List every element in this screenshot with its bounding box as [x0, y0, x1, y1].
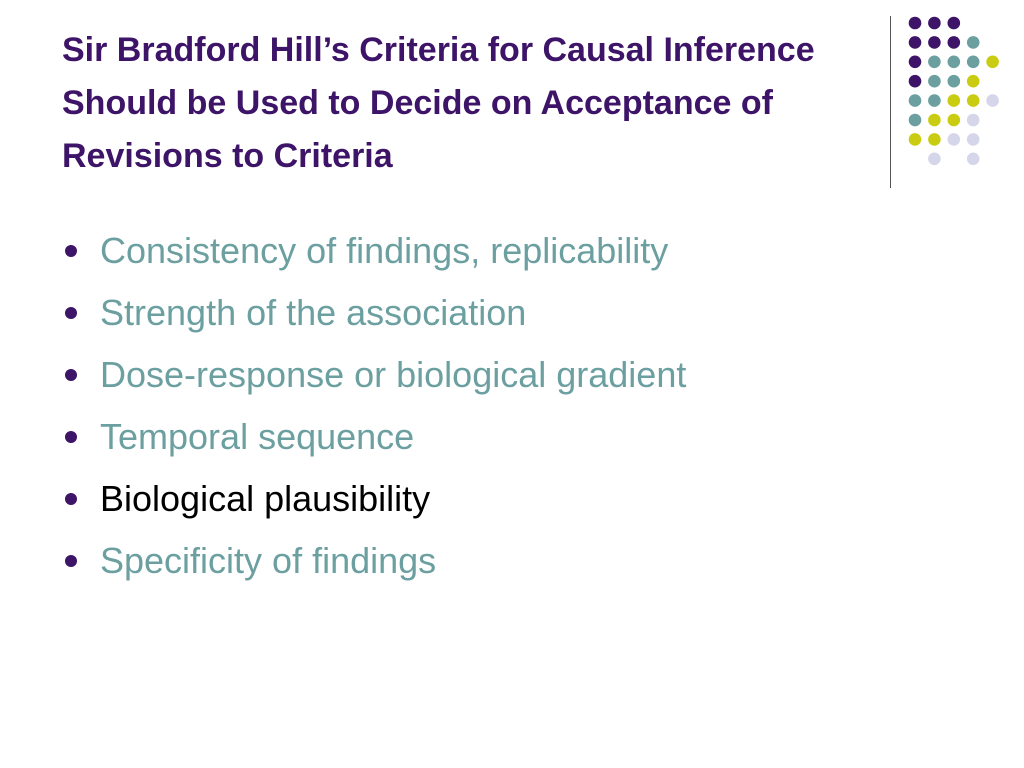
decor-dot — [948, 133, 961, 146]
decor-dot — [948, 17, 961, 30]
decor-dot — [967, 56, 980, 69]
decorative-dot-grid — [907, 16, 1007, 166]
decor-dot — [909, 36, 922, 49]
bullet-text: Consistency of findings, replicability — [100, 230, 669, 271]
decor-dot — [967, 36, 980, 49]
bullet-item — [62, 220, 962, 282]
bullet-marker-icon — [65, 431, 77, 443]
decor-dot — [928, 153, 941, 166]
decor-dot — [928, 36, 941, 49]
decor-dot — [967, 94, 980, 107]
bullet-list — [62, 220, 962, 592]
decor-dot — [909, 114, 922, 127]
decor-dot — [909, 75, 922, 88]
decor-dot — [909, 17, 922, 30]
decor-dot — [909, 133, 922, 146]
decor-dot — [967, 153, 980, 166]
bullet-text: Biological plausibility — [100, 478, 431, 519]
bullet-text: Temporal sequence — [100, 416, 415, 457]
bullet-item — [62, 344, 962, 406]
decor-dot — [928, 17, 941, 30]
bullet-text: Strength of the association — [100, 292, 527, 333]
title-divider-line — [890, 16, 891, 188]
decor-dot — [986, 94, 999, 107]
bullet-marker-icon — [65, 493, 77, 505]
bullet-text: Dose-response or biological gradient — [100, 354, 687, 395]
bullet-marker-icon — [65, 307, 77, 319]
decor-dot — [928, 75, 941, 88]
decor-dot — [928, 133, 941, 146]
bullet-marker-icon — [65, 369, 77, 381]
decor-dot — [928, 94, 941, 107]
decor-dot — [948, 114, 961, 127]
decor-dot — [948, 75, 961, 88]
decor-dot — [948, 56, 961, 69]
decor-dot — [948, 36, 961, 49]
bullet-item — [62, 468, 962, 530]
bullet-item — [62, 530, 962, 592]
decor-dot — [967, 114, 980, 127]
decor-dot — [928, 56, 941, 69]
bullet-marker-icon — [65, 245, 77, 257]
bullet-marker-icon — [65, 555, 77, 567]
bullet-item — [62, 406, 962, 468]
decor-dot — [967, 133, 980, 146]
decor-dot — [909, 94, 922, 107]
slide-title: Sir Bradford Hill’s Criteria for Causal Inference Should be Used to Decide on Acceptance of Revisions to Criteria — [62, 31, 815, 175]
decor-dot — [986, 56, 999, 69]
decor-dot — [909, 56, 922, 69]
decor-dot — [948, 94, 961, 107]
decor-dot — [967, 75, 980, 88]
decor-dot — [928, 114, 941, 127]
bullet-item — [62, 282, 962, 344]
bullet-text: Specificity of findings — [100, 540, 437, 581]
